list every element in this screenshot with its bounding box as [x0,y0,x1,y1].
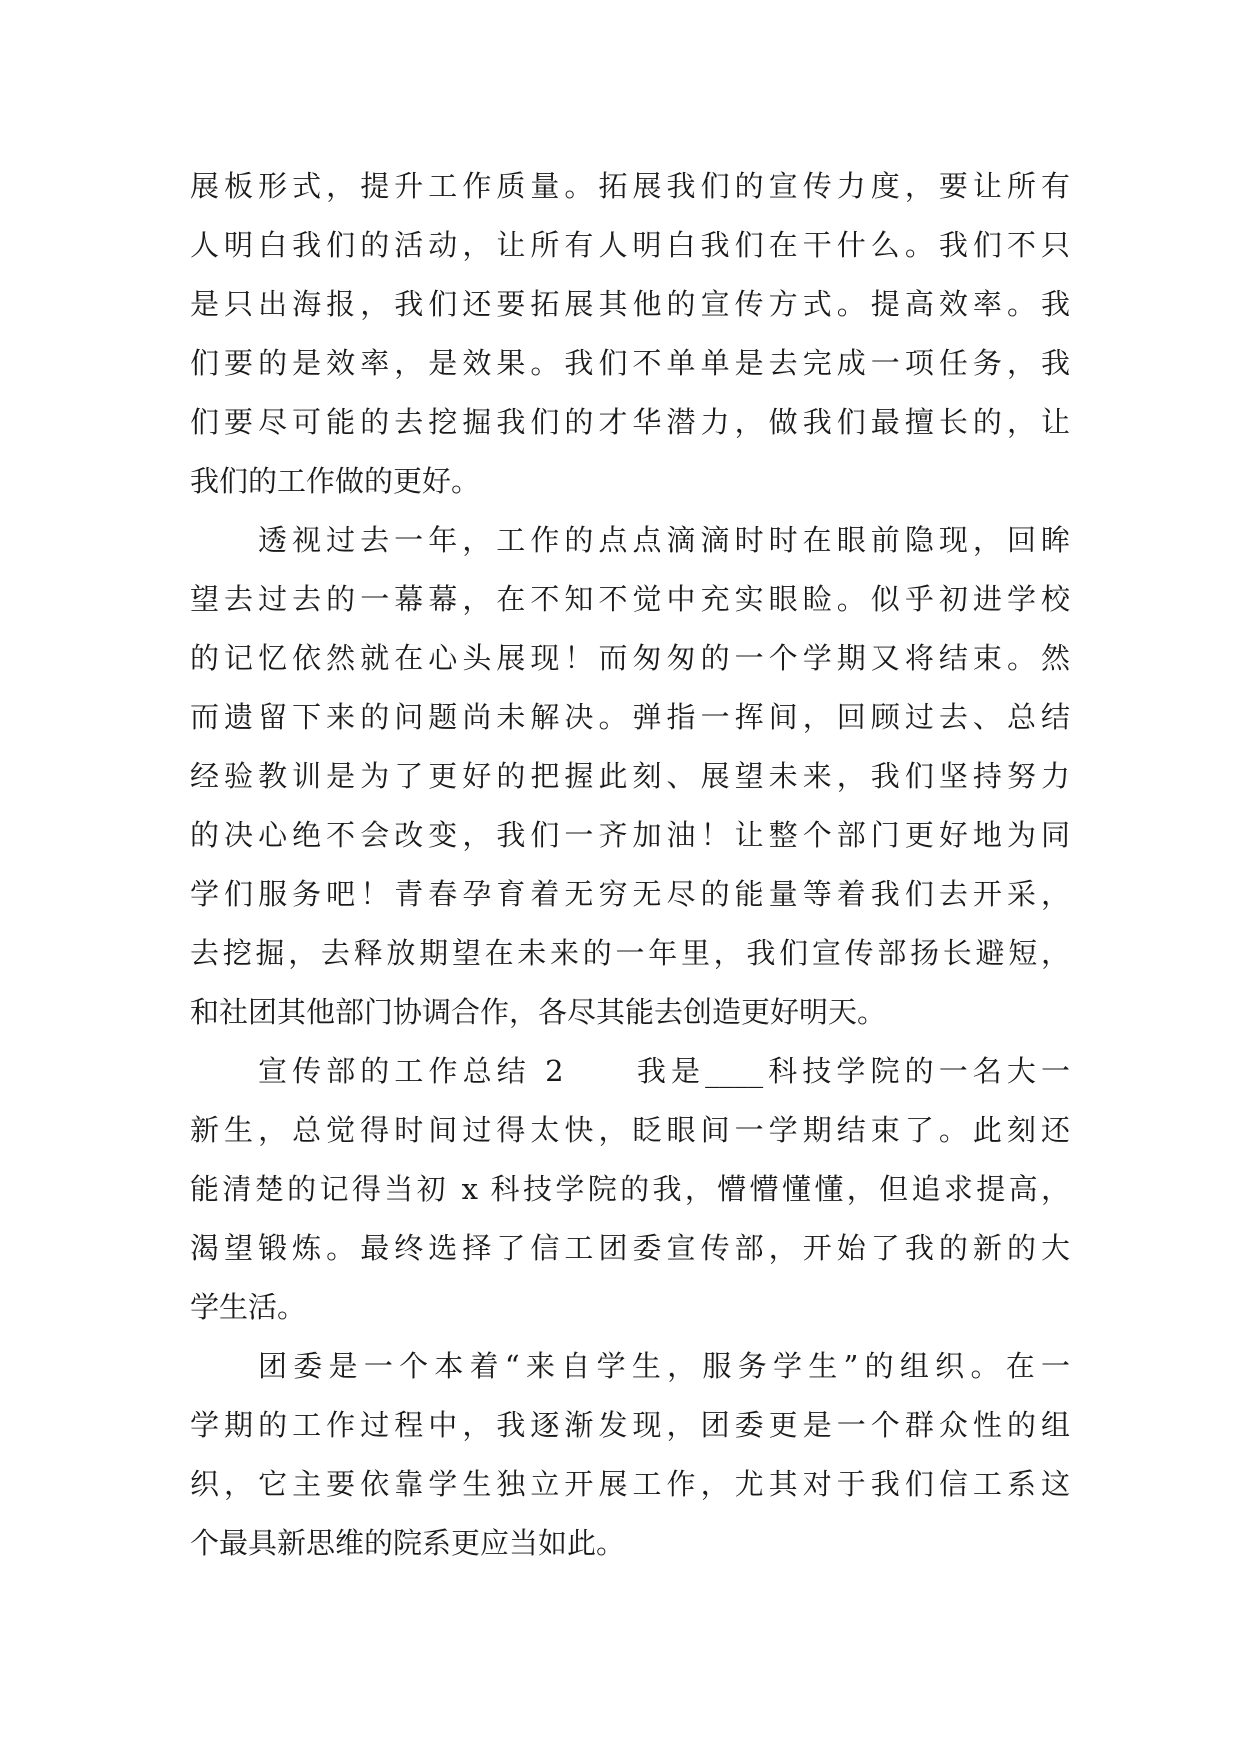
text-line: 学期的工作过程中，我逐渐发现，团委更是一个群众性的组 [190,1408,1070,1442]
text-line: 们要的是效率，是效果。我们不单单是去完成一项任务，我 [190,346,1070,380]
text-line: 展板形式，提升工作质量。拓展我们的宣传力度，要让所有 [190,169,1070,203]
text-line: 渴望锻炼。最终选择了信工团委宣传部，开始了我的新的大 [190,1231,1070,1265]
text-line: 的决心绝不会改变，我们一齐加油！让整个部门更好地为同 [190,818,1070,852]
text-line: 望去过去的一幕幕，在不知不觉中充实眼睑。似乎初进学校 [190,582,1070,616]
text-line: 人明白我们的活动，让所有人明白我们在干什么。我们不只 [190,228,1070,262]
text-line: 宣传部的工作总结 2 我是____科技学院的一名大一 [258,1054,1070,1088]
text-line: 能清楚的记得当初 x 科技学院的我，懵懵懂懂，但追求提高， [190,1172,1070,1206]
text-line: 织，它主要依靠学生独立开展工作，尤其对于我们信工系这 [190,1467,1070,1501]
text-line: 个最具新思维的院系更应当如此。 [190,1526,626,1560]
text-line: 学生活。 [190,1290,307,1324]
document-body [190,157,1070,1573]
paragraph-4 [190,1337,1070,1573]
text-line: 和社团其他部门协调合作，各尽其能去创造更好明天。 [190,995,887,1029]
text-line: 新生，总觉得时间过得太快，眨眼间一学期结束了。此刻还 [190,1113,1070,1147]
text-line: 而遗留下来的问题尚未解决。弹指一挥间，回顾过去、总结 [190,700,1070,734]
paragraph-3 [190,1042,1070,1337]
text-line: 团委是一个本着“来自学生，服务学生”的组织。在一 [258,1349,1070,1383]
text-line: 透视过去一年，工作的点点滴滴时时在眼前隐现，回眸 [258,523,1070,557]
text-line: 学们服务吧！青春孕育着无穷无尽的能量等着我们去开采， [190,877,1070,911]
text-line: 是只出海报，我们还要拓展其他的宣传方式。提高效率。我 [190,287,1070,321]
text-line: 们要尽可能的去挖掘我们的才华潜力，做我们最擅长的，让 [190,405,1070,439]
text-line: 经验教训是为了更好的把握此刻、展望未来，我们坚持努力 [190,759,1070,793]
text-line: 去挖掘，去释放期望在未来的一年里，我们宣传部扬长避短， [190,936,1070,970]
text-line: 的记忆依然就在心头展现！而匆匆的一个学期又将结束。然 [190,641,1070,675]
text-line: 我们的工作做的更好。 [190,464,481,498]
paragraph-1 [190,157,1070,511]
paragraph-2 [190,511,1070,1042]
